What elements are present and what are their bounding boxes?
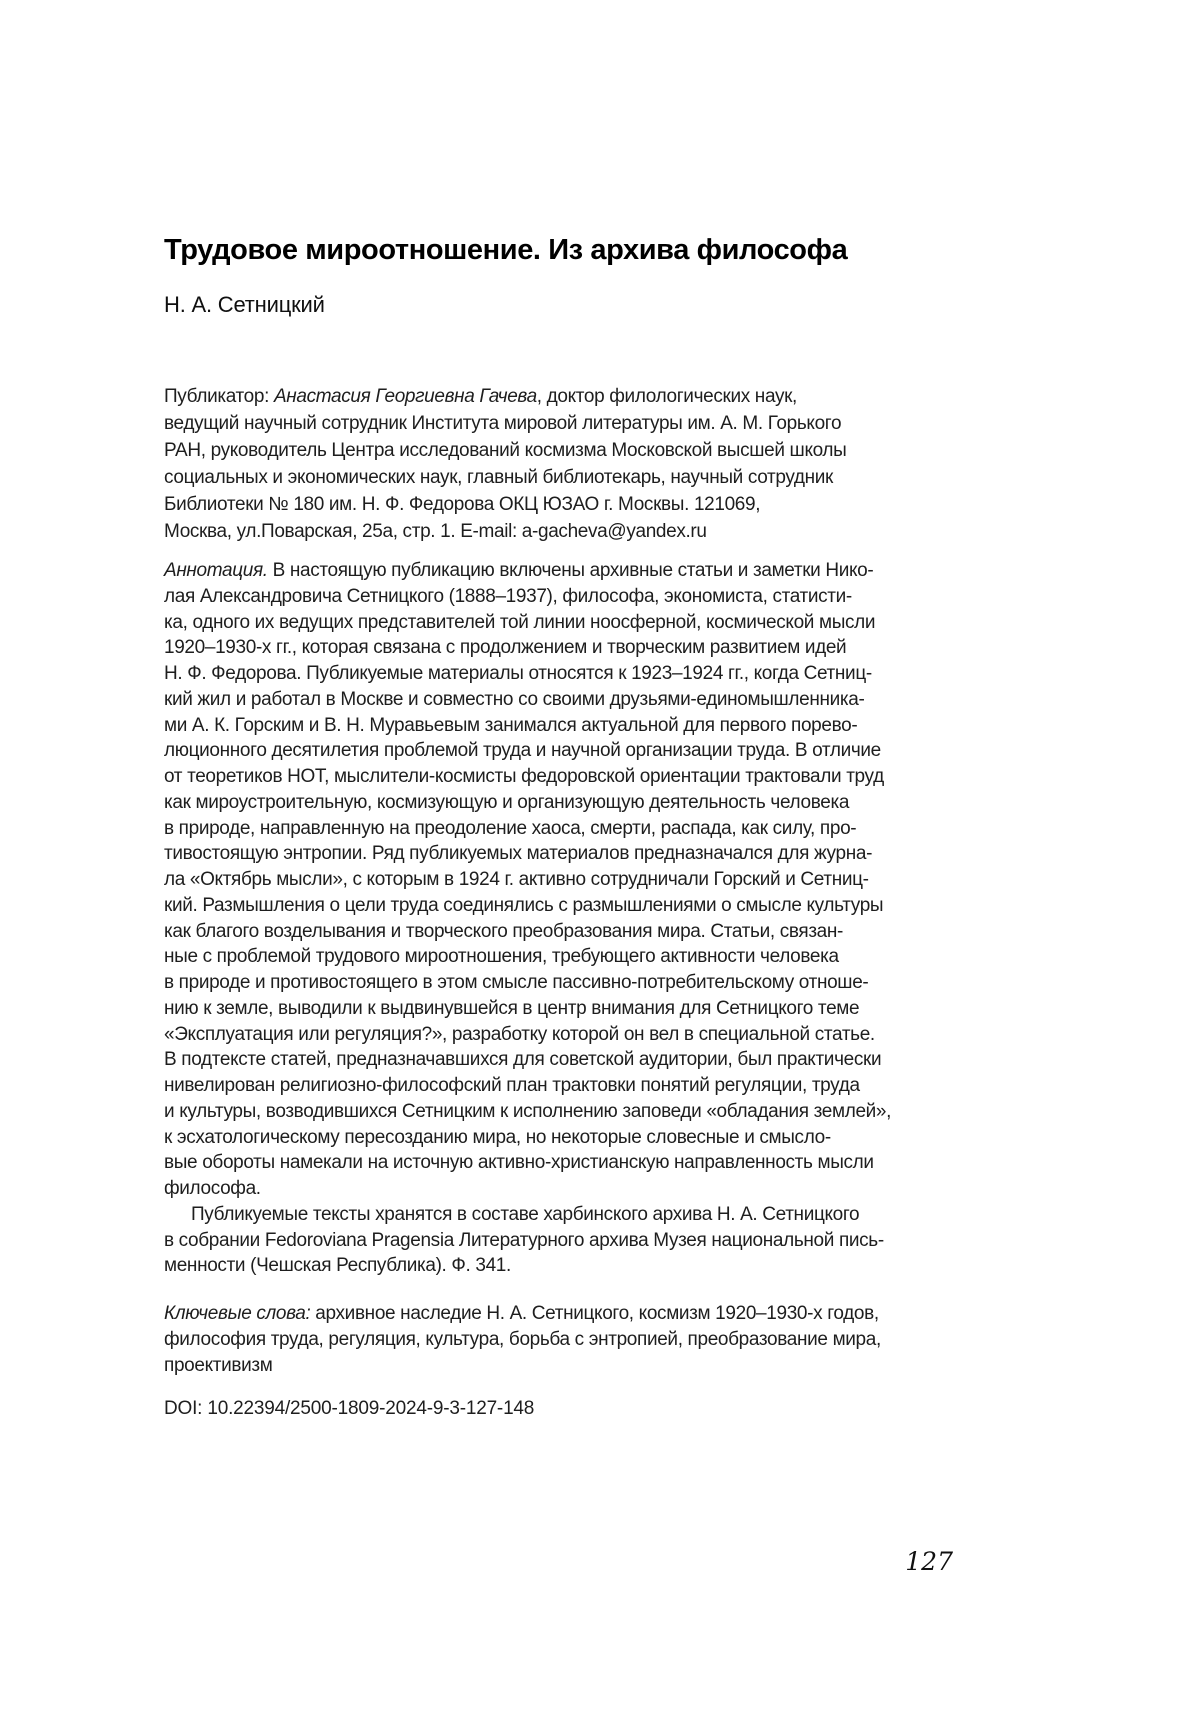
text-line: и культуры, возводившихся Сетницким к исполнению заповеди «обладания землей», (164, 1100, 892, 1122)
text-line: философия труда, регуляция, культура, борьба с энтропией, преобразование мира, (164, 1329, 881, 1350)
text-line: кий. Размышления о цели труда соединялись с размышлениями о смысле культуры (164, 894, 884, 916)
text-line: менности (Чешская Республика). Ф. 341. (164, 1255, 511, 1277)
text-line: В подтексте статей, предназначавшихся для советской аудитории, был практически (164, 1049, 882, 1071)
text-line: ные с проблемой трудового мироотношения, требующего активности человека (164, 946, 839, 968)
text-line: ми А. К. Горским и В. Н. Муравьевым занимался актуальной для первого порево- (164, 714, 858, 736)
text-line: проективизм (164, 1355, 273, 1376)
text-line: «Эксплуатация или регуляция?», разработку которой он вел в специальной статье. (164, 1023, 875, 1045)
keywords-paragraph (164, 1301, 974, 1379)
text-line: ведущий научный сотрудник Института мировой литературы им. А. М. Горького (164, 413, 842, 434)
text-line: ка, одного их ведущих представителей той линии ноосферной, космической мысли (164, 611, 876, 633)
text-line: социальных и экономических наук, главный библиотекарь, научный сотрудник (164, 467, 833, 488)
text-line: Публикуемые тексты хранятся в составе харбинского архива Н. А. Сетницкого (191, 1203, 860, 1225)
text-line: Библиотеки № 180 им. Н. Ф. Федорова ОКЦ ЮЗАО г. Москвы. 121069, (164, 494, 761, 515)
text-line: кий жил и работал в Москве и совместно со своими друзьями-единомышленника- (164, 688, 865, 710)
text-line: Публикатор: Анастасия Георгиевна Гачева, доктор филологических наук, (164, 386, 797, 407)
text-line: как мироустроительную, космизующую и организующую деятельность человека (164, 791, 850, 813)
text-line: вые обороты намекали на источную активно-христианскую направленность мысли (164, 1152, 874, 1174)
text-line: РАН, руководитель Центра исследований космизма Московской высшей школы (164, 440, 847, 461)
text-line: Аннотация. В настоящую публикацию включены архивные статьи и заметки Нико- (164, 560, 874, 581)
text-line: философа. (164, 1178, 261, 1199)
text-line: Ключевые слова: архивное наследие Н. А. Сетницкого, космизм 1920–1930-х годов, (164, 1303, 879, 1324)
text-line: нивелирован религиозно-философский план трактовки понятий регуляции, труда (164, 1075, 860, 1096)
text-line: лая Александровича Сетницкого (1888–1937), философа, экономиста, статисти- (164, 585, 852, 607)
doi-text: DOI: 10.22394/2500-1809-2024-9-3-127-148 (164, 1398, 535, 1419)
text-line: ла «Октябрь мысли», с которым в 1924 г. активно сотрудничали Горский и Сетниц- (164, 869, 869, 890)
text-line: Н. Ф. Федорова. Публикуемые материалы относятся к 1923–1924 гг., когда Сетниц- (164, 663, 872, 684)
text-line: от теоретиков НОТ, мыслители-космисты федоровской ориентации трактовали труд (164, 766, 884, 787)
text-line: в природе и противостоящего в этом смысле пассивно-потребительскому отноше- (164, 972, 869, 993)
annotation-paragraph (164, 558, 974, 1279)
page-title: Трудовое мироотношение. Из архива философа (164, 234, 848, 266)
author-name: Н. А. Сетницкий (164, 292, 325, 317)
text-line: как благого возделывания и творческого преобразования мира. Статьи, связан- (164, 920, 844, 942)
text-line: люционного десятилетия проблемой труда и научной организации труда. В отличие (164, 740, 881, 762)
text-line: нию к земле, выводили к выдвинувшейся в центр внимания для Сетницкого теме (164, 997, 860, 1019)
text-line: 1920–1930-х гг., которая связана с продолжением и творческим развитием идей (164, 637, 847, 659)
publisher-paragraph (164, 383, 974, 545)
text-line: в собрании Fedoroviana Pragensia Литературного архива Музея национальной пись- (164, 1229, 884, 1251)
page-number: 127 (905, 1547, 953, 1576)
text-line: тивостоящую энтропии. Ряд публикуемых материалов предназначался для журна- (164, 843, 873, 865)
text-line: в природе, направленную на преодоление хаоса, смерти, распада, как силу, про- (164, 817, 857, 839)
text-line: к эсхатологическому пересозданию мира, но некоторые словесные и смысло- (164, 1126, 831, 1148)
text-line: Москва, ул.Поварская, 25а, стр. 1. E-mail: a-gacheva@yandex.ru (164, 521, 707, 542)
